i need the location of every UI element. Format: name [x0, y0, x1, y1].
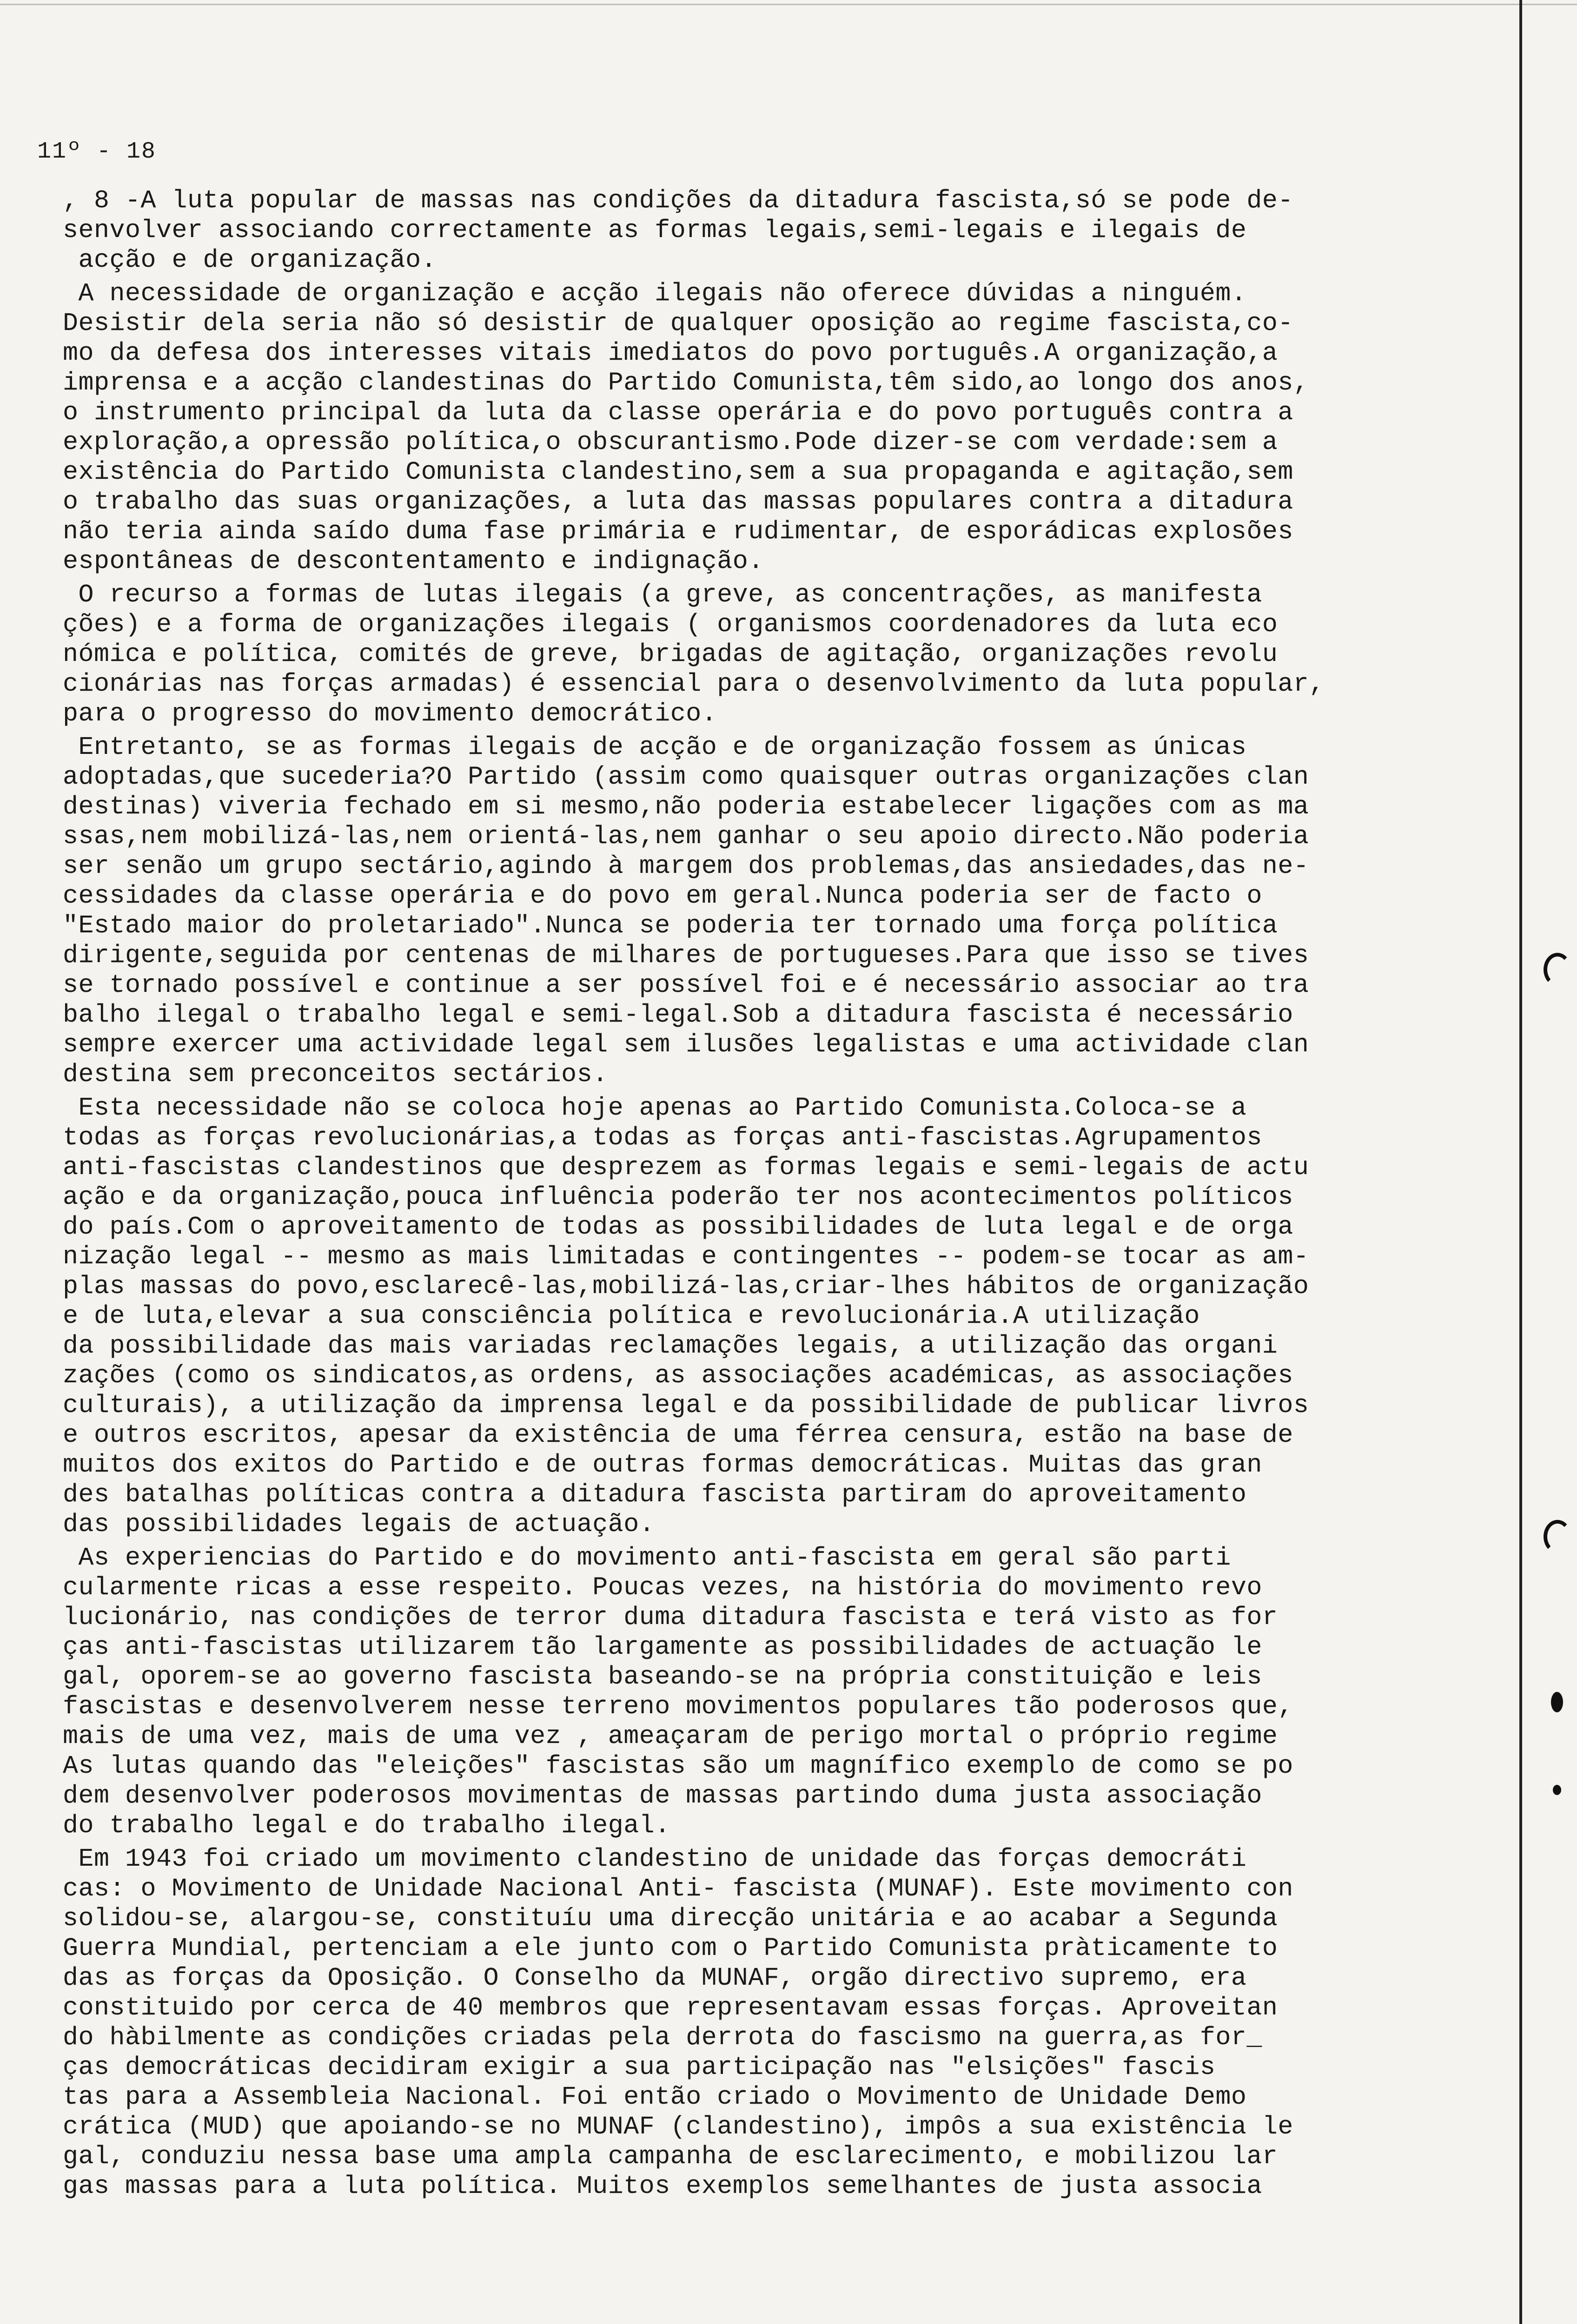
paragraph — [32, 1093, 1496, 1539]
text-line: não teria ainda saído duma fase primária e rudimentar, de esporádicas explosões — [32, 517, 1293, 546]
text-line: senvolver associando correctamente as formas legais,semi-legais e ilegais de — [32, 216, 1247, 245]
document-body — [32, 139, 1496, 2201]
text-line: solidou-se, alargou-se, constituíu uma direcção unitária e ao acabar a Segunda — [32, 1904, 1278, 1933]
text-line: o instrumento principal da luta da classe operária e do povo português contra a — [32, 398, 1293, 427]
paragraph — [32, 186, 1496, 275]
text-line: ções) e a forma de organizações ilegais ( organismos coordenadores da luta eco — [32, 610, 1278, 639]
text-line: Guerra Mundial, pertenciam a ele junto com o Partido Comunista pràticamente to — [32, 1934, 1278, 1963]
text-line: gal, conduziu nessa base uma ampla campanha de esclarecimento, e mobilizou lar — [32, 2142, 1278, 2171]
text-line: Entretanto, se as formas ilegais de acção e de organização fossem as únicas — [32, 733, 1247, 762]
text-line: das possibilidades legais de actuação. — [32, 1510, 655, 1539]
text-line: mo da defesa dos interesses vitais imediatos do povo português.A organização,a — [32, 338, 1278, 368]
text-line: dirigente,seguida por centenas de milhares de portugueses.Para que isso se tives — [32, 941, 1309, 970]
text-line: sempre exercer uma actividade legal sem ilusões legalistas e uma actividade clan — [32, 1030, 1309, 1059]
text-line: e outros escritos, apesar da existência de uma férrea censura, estão na base de — [32, 1420, 1293, 1450]
text-line: da possibilidade das mais variadas reclamações legais, a utilização das organi — [32, 1331, 1278, 1360]
text-line: do trabalho legal e do trabalho ilegal. — [32, 1811, 670, 1840]
text-line: Desistir dela seria não só desistir de qualquer oposição ao regime fascista,co- — [32, 309, 1293, 338]
text-line: culturais), a utilização da imprensa legal e da possibilidade de publicar livros — [32, 1391, 1309, 1420]
text-line: ação e da organização,pouca influência poderão ter nos acontecimentos políticos — [32, 1182, 1293, 1212]
text-line: crática (MUD) que apoiando-se no MUNAF (clandestino), impôs a sua existência le — [32, 2112, 1293, 2141]
text-line: nização legal -- mesmo as mais limitadas e contingentes -- podem-se tocar as am- — [32, 1242, 1309, 1271]
text-line: do hàbilmente as condições criadas pela derrota do fascismo na guerra,as for_ — [32, 2023, 1262, 2052]
text-line: gas massas para a luta política. Muitos exemplos semelhantes de justa associa — [32, 2172, 1262, 2201]
text-line: exploração,a opressão política,o obscurantismo.Pode dizer-se com verdade:sem a — [32, 428, 1278, 457]
text-line: muitos dos exitos do Partido e de outras formas democráticas. Muitas das gran — [32, 1450, 1262, 1479]
text-line: ças democráticas decidiram exigir a sua participação nas "elsições" fascis — [32, 2053, 1216, 2082]
text-line: para o progresso do movimento democrático. — [32, 699, 717, 728]
text-line: se tornado possível e continue a ser possível foi e é necessário associar ao tra — [32, 971, 1309, 1000]
scan-right-border — [1519, 0, 1522, 2324]
binding-dot-mark — [1551, 1692, 1563, 1712]
text-line: ser senão um grupo sectário,agindo à margem dos problemas,das ansiedades,das ne- — [32, 852, 1309, 881]
paragraph — [32, 580, 1496, 729]
text-line: ssas,nem mobilizá-las,nem orientá-las,nem ganhar o seu apoio directo.Não poderia — [32, 822, 1309, 851]
text-line: o trabalho das suas organizações, a luta das massas populares contra a ditadura — [32, 487, 1293, 516]
paragraph — [32, 279, 1496, 576]
text-line: ças anti-fascistas utilizarem tão largamente as possibilidades de actuação le — [32, 1632, 1262, 1662]
text-line: acção e de organização. — [32, 245, 437, 275]
text-line: existência do Partido Comunista clandestino,sem a sua propaganda e agitação,sem — [32, 457, 1293, 487]
text-line: espontâneas de descontentamento e indignação. — [32, 547, 764, 576]
text-line: As experiencias do Partido e do movimento anti-fascista em geral são parti — [32, 1543, 1231, 1572]
text-line: do país.Com o aproveitamento de todas as possibilidades de luta legal e de orga — [32, 1212, 1293, 1241]
scan-top-edge — [0, 4, 1577, 5]
text-line: constituido por cerca de 40 membros que representavam essas forças. Aproveitan — [32, 1993, 1278, 2022]
text-line: balho ilegal o trabalho legal e semi-legal.Sob a ditadura fascista é necessário — [32, 1000, 1293, 1030]
text-line: fascistas e desenvolverem nesse terreno movimentos populares tão poderosos que, — [32, 1692, 1293, 1721]
text-line: imprensa e a acção clandestinas do Partido Comunista,têm sido,ao longo dos anos, — [32, 368, 1309, 397]
text-line: As lutas quando das "eleições" fascistas são um magnífico exemplo de como se po — [32, 1751, 1293, 1781]
text-line: cas: o Movimento de Unidade Nacional Anti- fascista (MUNAF). Este movimento con — [32, 1874, 1293, 1903]
text-line: gal, oporem-se ao governo fascista baseando-se na própria constituição e leis — [32, 1662, 1262, 1691]
text-line: "Estado maior do proletariado".Nunca se poderia ter tornado uma força política — [32, 911, 1278, 940]
text-line: tas para a Assembleia Nacional. Foi então criado o Movimento de Unidade Demo — [32, 2082, 1247, 2112]
text-line: adoptadas,que sucederia?O Partido (assim como quaisquer outras organizações clan — [32, 762, 1309, 792]
page-number: 11º - 18 — [37, 139, 157, 165]
binding-dot-mark-small — [1553, 1785, 1561, 1795]
text-line: nómica e política, comités de greve, brigadas de agitação, organizações revolu — [32, 640, 1278, 669]
text-line: todas as forças revolucionárias,a todas as forças anti-fascistas.Agrupamentos — [32, 1123, 1262, 1152]
text-line: das as forças da Oposição. O Conselho da MUNAF, orgão directivo supremo, era — [32, 1963, 1247, 1993]
text-line: destinas) viveria fechado em si mesmo,não poderia estabelecer ligações com as ma — [32, 792, 1309, 821]
punch-hole-mark-upper — [1544, 953, 1571, 986]
text-line: des batalhas políticas contra a ditadura fascista partiram do aproveitamento — [32, 1480, 1247, 1509]
text-line: O recurso a formas de lutas ilegais (a greve, as concentrações, as manifesta — [32, 580, 1262, 609]
text-line: dem desenvolver poderosos movimentas de massas partindo duma justa associação — [32, 1781, 1262, 1810]
text-line: e de luta,elevar a sua consciência política e revolucionária.A utilização — [32, 1301, 1200, 1331]
text-line: zações (como os sindicatos,as ordens, as associações académicas, as associações — [32, 1361, 1293, 1390]
text-line: cionárias nas forças armadas) é essencial para o desenvolvimento da luta popular, — [32, 669, 1325, 699]
text-line: Esta necessidade não se coloca hoje apenas ao Partido Comunista.Coloca-se a — [32, 1093, 1247, 1122]
text-line: Em 1943 foi criado um movimento clandestino de unidade das forças democráti — [32, 1844, 1247, 1874]
text-line: destina sem preconceitos sectários. — [32, 1060, 608, 1089]
text-line: cularmente ricas a esse respeito. Poucas vezes, na história do movimento revo — [32, 1573, 1262, 1602]
text-line: plas massas do povo,esclarecê-las,mobilizá-las,criar-lhes hábitos de organização — [32, 1272, 1309, 1301]
paragraph — [32, 1543, 1496, 1841]
text-line: anti-fascistas clandestinos que desprezem as formas legais e semi-legais de actu — [32, 1153, 1309, 1182]
paragraph — [32, 1844, 1496, 2201]
text-line: , 8 -A luta popular de massas nas condições da ditadura fascista,só se pode de- — [32, 186, 1293, 215]
text-line: lucionário, nas condições de terror duma ditadura fascista e terá visto as for — [32, 1603, 1278, 1632]
punch-hole-mark-lower — [1544, 1520, 1571, 1553]
paragraph — [32, 733, 1496, 1089]
text-line: A necessidade de organização e acção ilegais não oferece dúvidas a ninguém. — [32, 279, 1247, 308]
text-line: mais de uma vez, mais de uma vez , ameaçaram de perigo mortal o próprio regime — [32, 1722, 1278, 1751]
text-line: cessidades da classe operária e do povo em geral.Nunca poderia ser de facto o — [32, 881, 1262, 911]
